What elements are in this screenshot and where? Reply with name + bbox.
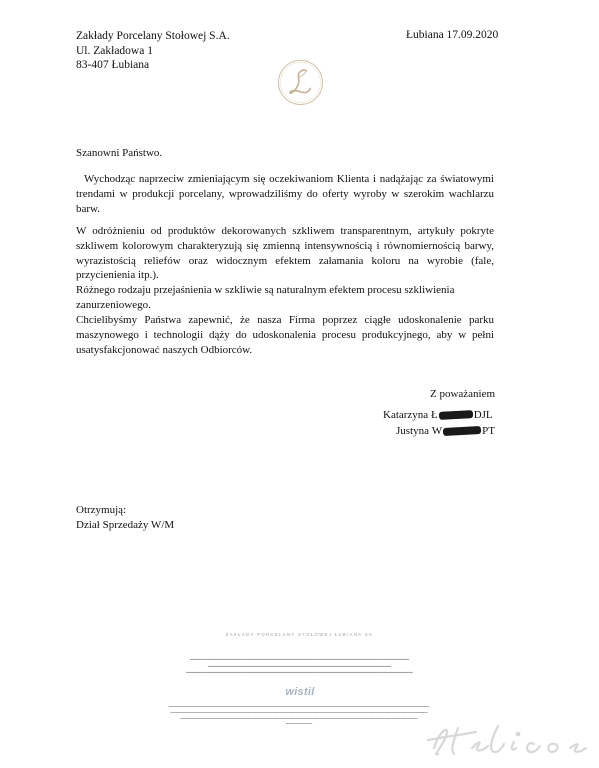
redaction-mark — [439, 410, 473, 420]
footer-fine-line: ▬▬▬▬▬▬▬▬▬▬▬▬▬▬▬▬▬▬▬▬▬▬▬▬▬▬▬▬▬▬▬▬▬▬▬▬▬▬▬▬▬▬▬▬▬▬▬▬▬▬▬▬▬▬▬▬▬▬▬▬▬▬▬▬▬▬▬▬▬▬▬▬ — [180, 715, 418, 720]
signature-1 — [383, 409, 493, 421]
paragraph-1-text: Wychodząc naprzeciw zmieniającym się oczekiwaniom Klienta i nadążając za światowymi trendami w produkcji porcelany, wprowadziliśmy do oferty wyroby w szerokim wachlarzu barw. — [76, 173, 494, 215]
footer-fine-line: ▬▬▬▬▬▬▬▬▬▬▬▬▬▬▬▬▬▬▬▬▬▬▬▬▬▬▬▬▬▬▬▬▬▬▬▬▬▬▬▬▬▬▬▬▬▬▬▬▬▬▬ — [207, 663, 392, 668]
recipient-item: Dział Sprzedaży W/M — [76, 518, 175, 531]
monogram-logo-icon — [277, 59, 324, 106]
signature-1-initial: Ł — [430, 409, 438, 421]
signature-2 — [396, 425, 495, 437]
sender-postal-city: 83-407 Łubiana — [76, 59, 150, 71]
paragraph-2b-text: Różnego rodzaju przejaśnienia w szkliwie są naturalnym efektem procesu szkliwienia zanurzeniowego. — [76, 284, 455, 311]
signature-2-initial: W — [431, 425, 443, 437]
paragraph-3-text: Chcielibyśmy Państwa zapewnić, że nasza Firma poprzez ciągłe udoskonalenie parku maszynowego i technologii dąży do udoskonalenia procesu produkcyjnego, aby w pełni usatysfakcjonować naszych Odbiorców. — [76, 314, 494, 356]
sender-street: Ul. Zakładowa 1 — [76, 44, 153, 57]
recipients-block — [76, 503, 174, 532]
watermark-logo-icon — [420, 718, 595, 762]
redaction-mark — [443, 426, 481, 436]
footer-fine-line: ▬▬▬▬▬▬▬▬▬▬▬▬▬▬▬▬▬▬▬▬▬▬▬▬▬▬▬▬▬▬▬▬▬▬▬▬▬▬▬▬▬▬▬▬▬▬▬▬▬▬▬▬▬▬▬▬▬▬▬▬▬▬▬ — [186, 670, 413, 674]
paragraph-2-text: W odróżnieniu od produktów dekorowanych szkliwem transparentnym, artykuły pokryte szkliwem kolorowym charakteryzują się zmienną intensywnością i równomiernością barwy, wyrazistością reliefów oraz widocznym efektem załamania koloru na wyrobie (fale, przycienienia itp.). — [76, 225, 494, 282]
footer-fine-line: ▬▬▬▬▬▬▬▬ — [285, 721, 313, 726]
salutation: Szanowni Państwo. — [76, 147, 163, 159]
sender-company: Zakłady Porcelany Stołowej S.A. — [76, 30, 230, 42]
footer-fine-line: ▬▬▬▬▬▬▬▬▬▬▬▬▬▬▬▬▬▬▬▬▬▬▬▬▬▬▬▬▬▬▬▬▬▬▬▬▬▬▬▬▬▬▬▬▬▬▬▬▬▬▬▬▬▬▬▬▬▬▬▬▬▬▬▬▬▬▬▬▬▬▬▬▬▬▬▬▬▬ — [170, 709, 428, 714]
footer-fine-line: ▬▬▬▬▬▬▬▬▬▬▬▬▬▬▬▬▬▬▬▬▬▬▬▬▬▬▬▬▬▬▬▬▬▬▬▬▬▬▬▬▬▬▬▬▬▬▬▬▬▬▬▬▬▬▬▬▬▬▬▬▬ — [189, 657, 410, 661]
sender-address — [76, 29, 230, 73]
signature-1-first: Katarzyna — [383, 409, 429, 421]
wistil-brand-logo: wistil — [285, 686, 315, 698]
letter-date: Łubiana 17.09.2020 — [406, 29, 499, 41]
footer-company-name: ZAKŁADY PORCELANY STOŁOWEJ ŁUBIANA SA — [225, 632, 374, 637]
recipients-label: Otrzymują: — [76, 504, 127, 516]
signature-2-suffix: PT — [482, 425, 495, 437]
footer-contact-lines — [60, 656, 539, 676]
paragraph-2 — [76, 224, 494, 313]
paragraph-3 — [76, 313, 494, 357]
signature-2-first: Justyna — [396, 425, 429, 437]
closing: Z poważaniem — [430, 388, 496, 400]
signature-1-suffix: DJL — [473, 409, 493, 421]
paragraph-1 — [76, 172, 494, 216]
footer-fine-line: ▬▬▬▬▬▬▬▬▬▬▬▬▬▬▬▬▬▬▬▬▬▬▬▬▬▬▬▬▬▬▬▬▬▬▬▬▬▬▬▬▬▬▬▬▬▬▬▬▬▬▬▬▬▬▬▬▬▬▬▬▬▬▬▬▬▬▬▬▬▬▬▬▬▬▬▬▬▬▬ — [168, 704, 430, 708]
